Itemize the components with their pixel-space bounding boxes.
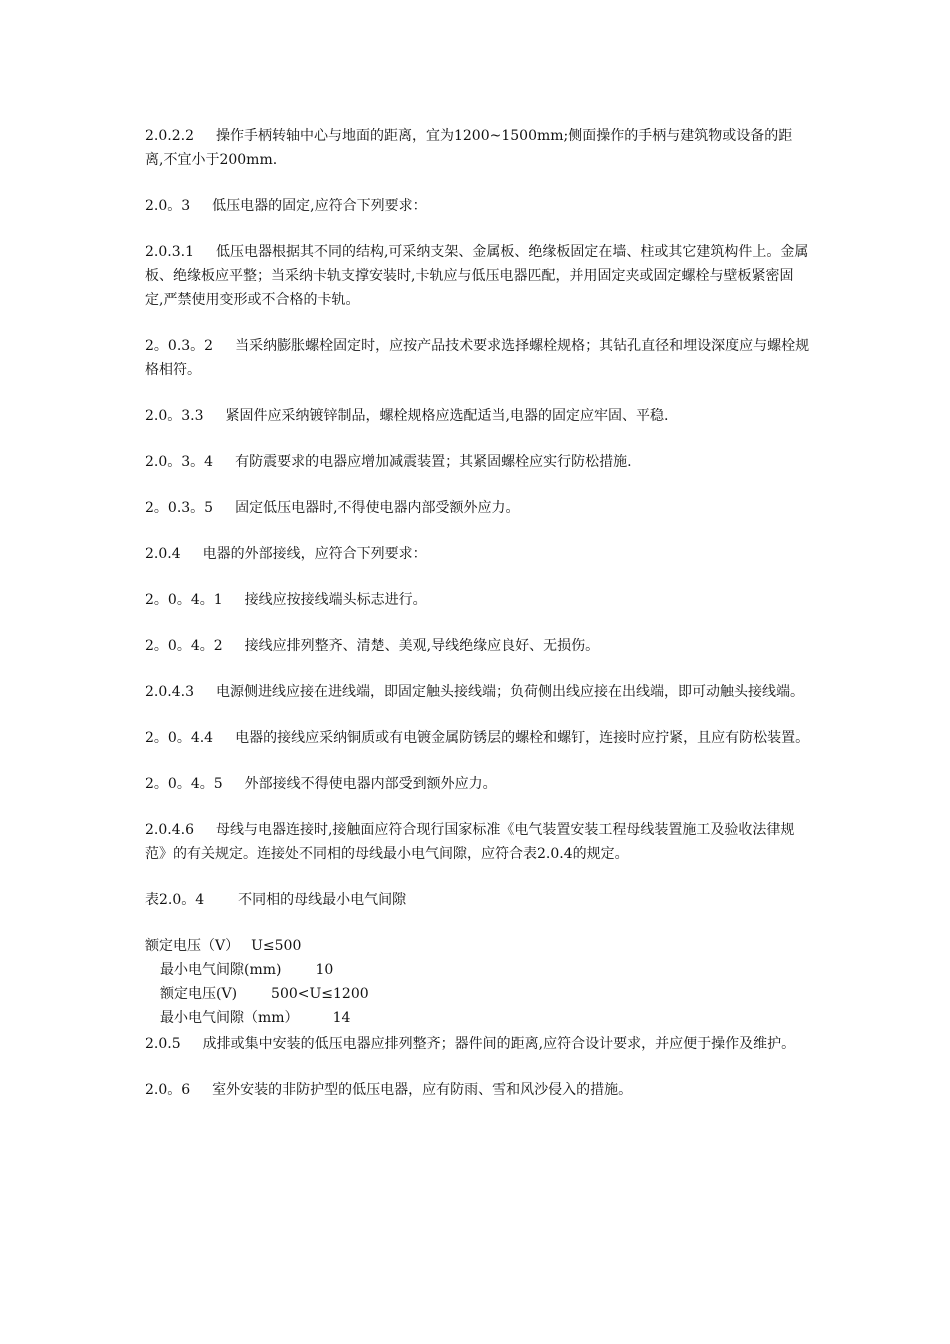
clause-text: 固定低压电器时,不得使电器内部受额外应力。 — [235, 500, 520, 516]
clause-number: 2。0。4。1 — [145, 592, 223, 608]
table-row-label: 最小电气间隙(mm) — [160, 962, 282, 978]
table-row-label: 额定电压（V） — [145, 938, 240, 954]
clause-text: 成排或集中安装的低压电器应排列整齐；器件间的距离,应符合设计要求，并应便于操作及维护。 — [202, 1036, 796, 1052]
clause-text: 电器的外部接线，应符合下列要求： — [202, 546, 427, 562]
clearance-table — [145, 934, 810, 1030]
clause-text: 有防震要求的电器应增加减震装置；其紧固螺栓应实行防松措施. — [235, 454, 632, 470]
paragraph-2-0-4 — [145, 542, 810, 566]
clause-number: 2。0.3。2 — [145, 338, 214, 354]
table-row-label: 最小电气间隙（mm） — [160, 1010, 299, 1026]
paragraph-2-0-6 — [145, 1078, 810, 1102]
table-row-value: 500<U≤1200 — [271, 986, 369, 1002]
clause-number: 2。0.3。5 — [145, 500, 214, 516]
paragraph-2-0-3-5 — [145, 496, 810, 520]
table-number: 表2.0。4 — [145, 892, 205, 908]
paragraph-2-0-5 — [145, 1032, 810, 1056]
clause-text: 操作手柄转轴中心与地面的距离，宜为1200~1500mm;侧面操作的手柄与建筑物或设备的距离,不宜小于200mm. — [145, 128, 793, 168]
paragraph-2-0-3-1 — [145, 240, 810, 312]
clause-number: 2.0.2.2 — [145, 128, 194, 144]
table-row-value: 14 — [332, 1010, 351, 1026]
clause-number: 2。0。4。5 — [145, 776, 223, 792]
paragraph-2-0-4-6 — [145, 818, 810, 866]
clause-number: 2。0。4.4 — [145, 730, 214, 746]
clause-text: 接线应按接线端头标志进行。 — [244, 592, 427, 608]
paragraph-2-0-3-2 — [145, 334, 810, 382]
clause-number: 2.0.4.6 — [145, 822, 194, 838]
table-row-value: U≤500 — [251, 938, 302, 954]
clause-number: 2.0.4 — [145, 546, 181, 562]
table-row — [145, 1006, 810, 1030]
paragraph-2-0-4-2 — [145, 634, 810, 658]
document-page — [145, 124, 810, 1124]
paragraph-2-0-4-1 — [145, 588, 810, 612]
clause-text: 当采纳膨胀螺栓固定时，应按产品技术要求选择螺栓规格；其钻孔直径和埋设深度应与螺栓规格相符。 — [145, 338, 810, 378]
clause-text: 低压电器根据其不同的结构,可采纳支架、金属板、绝缘板固定在墙、柱或其它建筑构件上。金属板、绝缘板应平整；当采纳卡轨支撑安装时,卡轨应与低压电器匹配，并用固定夹或固定螺栓与壁板紧密固定,严禁使用变形或不合格的卡轨。 — [145, 244, 809, 308]
table-row — [145, 958, 810, 982]
table-row-label: 额定电压(V) — [160, 986, 238, 1002]
clause-number: 2.0。3 — [145, 198, 191, 214]
clause-text: 母线与电器连接时,接触面应符合现行国家标准《电气装置安装工程母线装置施工及验收法律规范》的有关规定。连接处不同相的母线最小电气间隙，应符合表2.0.4的规定。 — [145, 822, 795, 862]
clause-text: 接线应排列整齐、清楚、美观,导线绝缘应良好、无损伤。 — [244, 638, 600, 654]
table-caption — [145, 888, 810, 912]
paragraph-2-0-4-3 — [145, 680, 810, 704]
table-title: 不同相的母线最小电气间隙 — [238, 892, 407, 908]
clause-text: 外部接线不得使电器内部受到额外应力。 — [244, 776, 497, 792]
clause-number: 2.0.3.1 — [145, 244, 194, 260]
clause-text: 电源侧进线应接在进线端，即固定触头接线端；负荷侧出线应接在出线端，即可动触头接线端。 — [215, 684, 804, 700]
clause-number: 2.0。3.3 — [145, 408, 204, 424]
paragraph-2-0-2-2 — [145, 124, 810, 172]
clause-text: 电器的接线应采纳铜质或有电镀金属防锈层的螺栓和螺钉，连接时应拧紧，且应有防松装置。 — [235, 730, 810, 746]
clause-number: 2.0.5 — [145, 1036, 181, 1052]
paragraph-2-0-4-5 — [145, 772, 810, 796]
paragraph-2-0-3-3 — [145, 404, 810, 428]
clause-number: 2.0.4.3 — [145, 684, 194, 700]
clause-number: 2.0。6 — [145, 1082, 191, 1098]
clause-number: 2。0。4。2 — [145, 638, 223, 654]
clause-text: 室外安装的非防护型的低压电器，应有防雨、雪和风沙侵入的措施。 — [212, 1082, 633, 1098]
paragraph-2-0-4-4 — [145, 726, 810, 750]
clause-number: 2.0。3。4 — [145, 454, 214, 470]
table-row — [145, 982, 810, 1006]
table-row — [145, 934, 810, 958]
table-row-value: 10 — [315, 962, 334, 978]
paragraph-2-0-3 — [145, 194, 810, 218]
clause-text: 紧固件应采纳镀锌制品，螺栓规格应选配适当,电器的固定应牢固、平稳. — [225, 408, 669, 424]
clause-text: 低压电器的固定,应符合下列要求： — [212, 198, 427, 214]
paragraph-2-0-3-4 — [145, 450, 810, 474]
